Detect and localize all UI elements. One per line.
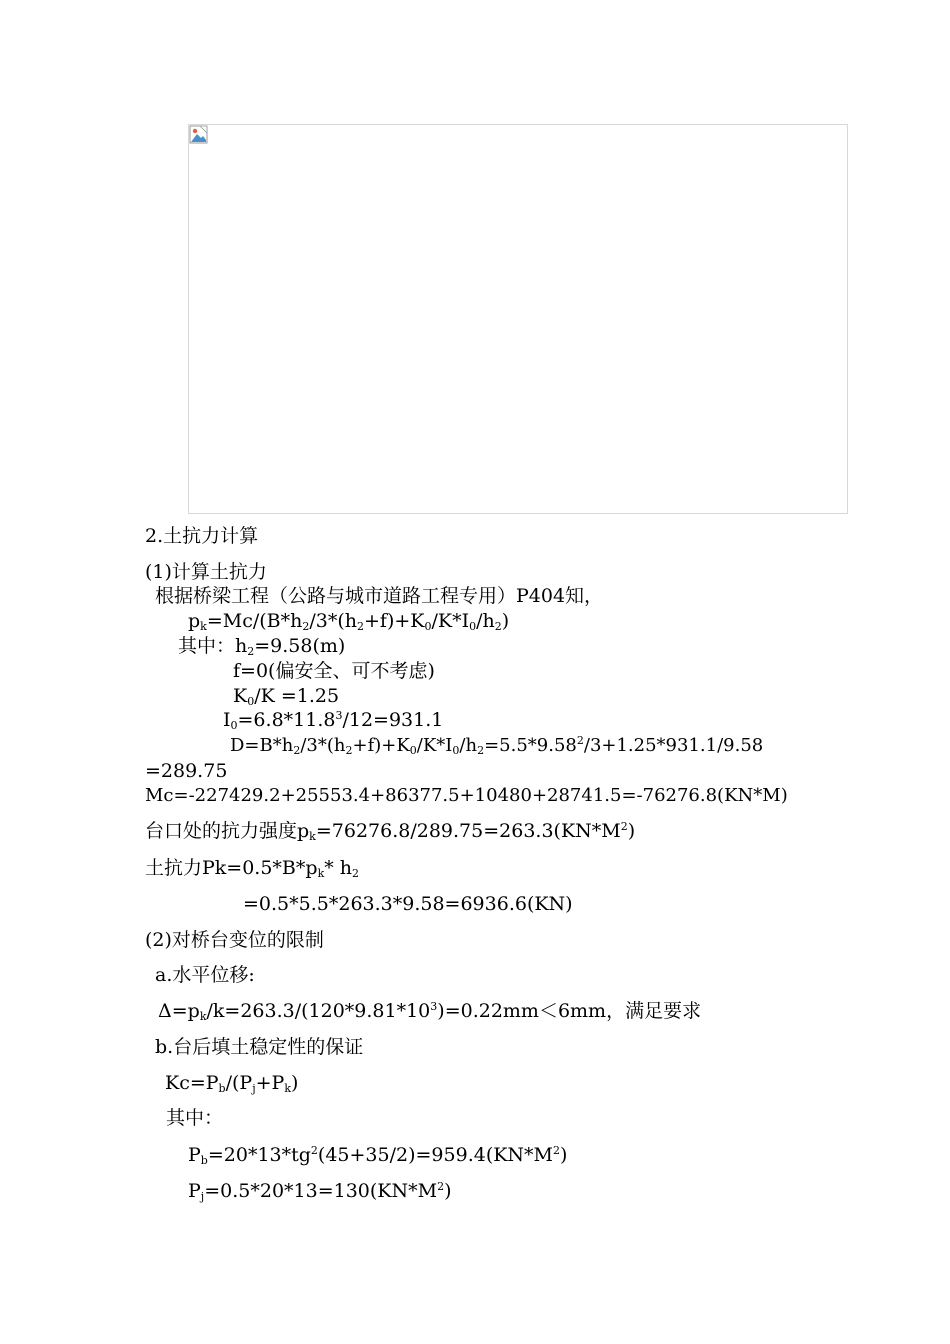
text: ) xyxy=(501,610,510,632)
subscript: 2 xyxy=(494,620,502,633)
broken-image-icon xyxy=(189,125,209,145)
subscript: 2 xyxy=(357,620,365,633)
text: (45+35/2)=959.4(KN*M xyxy=(317,1144,554,1166)
superscript: 2 xyxy=(437,1180,445,1193)
text: (1)计算土抗力 xyxy=(145,561,267,583)
text: P xyxy=(188,1180,201,1202)
subscript: j xyxy=(252,1082,256,1095)
subscript: 2 xyxy=(345,744,353,757)
text: )=0.22mm＜6mm，满足要求 xyxy=(437,1000,702,1022)
subscript: 0 xyxy=(424,620,432,633)
text: P xyxy=(188,1144,201,1166)
text-line xyxy=(166,1107,223,1129)
formula-line xyxy=(178,635,345,657)
text: p xyxy=(188,610,201,632)
superscript: 3 xyxy=(335,709,343,722)
formula-line xyxy=(233,660,435,682)
text: /k=263.3/(120*9.81*10 xyxy=(206,1000,431,1022)
formula-line xyxy=(223,709,443,731)
text: =289.75 xyxy=(145,760,228,782)
text: +f)+K xyxy=(352,735,410,756)
text-line xyxy=(155,585,603,607)
superscript: 2 xyxy=(620,820,628,833)
subscript: 2 xyxy=(352,867,360,880)
superscript: 3 xyxy=(430,1000,438,1013)
subscript: k xyxy=(317,867,325,880)
text: f=0(偏安全、可不考虑) xyxy=(233,660,435,682)
subscript: 0 xyxy=(247,695,255,708)
text: 2.土抗力计算 xyxy=(145,525,259,547)
subscript: 2 xyxy=(477,744,485,757)
formula-line xyxy=(188,1180,452,1202)
text: ) xyxy=(560,1144,568,1166)
section-heading xyxy=(145,525,258,547)
formula-line xyxy=(243,893,573,915)
formula-line xyxy=(165,1072,298,1094)
text: =0.5*20*13=130(KN*M xyxy=(204,1180,438,1202)
text: Mc=-227429.2+25553.4+86377.5+10480+28741.5=-76276.8(KN*M) xyxy=(145,785,788,806)
text: /K*I xyxy=(431,610,470,632)
subscript: 2 xyxy=(302,620,310,633)
text: D=B*h xyxy=(230,735,294,756)
text: ) xyxy=(627,820,636,842)
subscript: 2 xyxy=(247,645,255,658)
figure-placeholder xyxy=(188,124,848,514)
formula-line xyxy=(188,1144,567,1166)
text: 其中：h xyxy=(178,635,248,657)
subscript: k xyxy=(200,620,207,633)
formula-line xyxy=(145,857,359,879)
text: /K*I xyxy=(416,735,453,756)
text: 台口处的抗力强度p xyxy=(145,820,310,842)
text: Δ=p xyxy=(158,1000,200,1022)
formula-line xyxy=(188,610,509,632)
superscript: 2 xyxy=(576,734,584,747)
text: b.台后填土稳定性的保证 xyxy=(155,1036,364,1058)
text: a.水平位移: xyxy=(155,964,255,986)
subsection-heading xyxy=(145,561,267,583)
text: * h xyxy=(324,857,353,879)
subscript: 0 xyxy=(409,744,417,757)
text: =9.58(m) xyxy=(254,635,346,657)
text: +P xyxy=(255,1072,285,1094)
text-line xyxy=(155,964,255,986)
text: /3*(h xyxy=(309,610,358,632)
text: /3*(h xyxy=(300,735,346,756)
subscript: 0 xyxy=(452,744,460,757)
text-line xyxy=(155,1036,363,1058)
text: ) xyxy=(291,1072,299,1094)
text: =20*13*tg xyxy=(207,1144,311,1166)
text: Kc=P xyxy=(165,1072,219,1094)
text: /K =1.25 xyxy=(254,685,340,707)
text: K xyxy=(233,685,248,707)
subscript: 0 xyxy=(469,620,477,633)
subscript: k xyxy=(309,830,316,843)
formula-line xyxy=(145,760,227,782)
subsection-heading xyxy=(145,929,324,951)
text: 土抗力Pk=0.5*B*p xyxy=(145,857,318,879)
text: /(P xyxy=(225,1072,253,1094)
subscript: k xyxy=(284,1082,292,1095)
subscript: 0 xyxy=(230,719,238,732)
text: /h xyxy=(476,610,495,632)
subscript: b xyxy=(200,1154,208,1167)
text: 根据桥梁工程（公路与城市道路工程专用）P404知， xyxy=(155,585,604,607)
formula-line xyxy=(145,785,788,807)
formula-line xyxy=(145,820,635,842)
text: =76276.8/289.75=263.3(KN*M xyxy=(315,820,621,842)
formula-line xyxy=(158,1000,701,1022)
subscript: b xyxy=(218,1082,226,1095)
text: 其中： xyxy=(166,1107,224,1129)
superscript: 2 xyxy=(553,1144,561,1157)
text: /h xyxy=(459,735,478,756)
text: /3+1.25*931.1/9.58 xyxy=(583,735,764,756)
text: =5.5*9.58 xyxy=(484,735,577,756)
subscript: j xyxy=(200,1190,205,1203)
text: =Mc/(B*h xyxy=(206,610,303,632)
text: /12=931.1 xyxy=(342,709,444,731)
text: (2)对桥台变位的限制 xyxy=(145,929,324,951)
text: =6.8*11.8 xyxy=(237,709,336,731)
text: ) xyxy=(444,1180,452,1202)
text: =0.5*5.5*263.3*9.58=6936.6(KN) xyxy=(243,893,573,915)
text: +f)+K xyxy=(364,610,425,632)
text: I xyxy=(223,709,231,731)
subscript: k xyxy=(199,1010,207,1023)
formula-line xyxy=(233,685,339,707)
superscript: 2 xyxy=(310,1144,318,1157)
formula-line xyxy=(230,735,763,757)
subscript: 2 xyxy=(293,744,301,757)
